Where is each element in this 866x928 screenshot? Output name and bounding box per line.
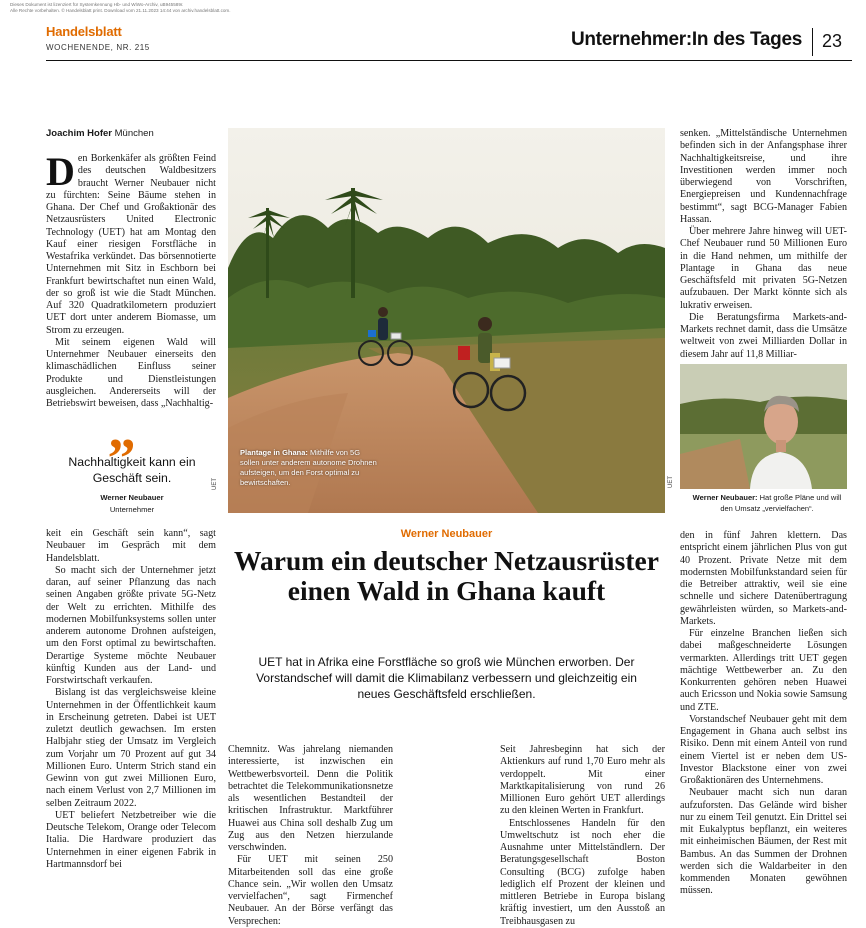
drop-cap: D (46, 149, 75, 194)
byline (46, 128, 154, 139)
paragraph: keit ein Geschäft sein kann“, sagt Neubauer im Gespräch mit dem Handelsblatt. (46, 528, 216, 564)
caption-text: Mithilfe von 5G sollen unter anderem autonome Drohnen aufsteigen, um den Forst optimal zu bewirtschaften. (240, 448, 377, 487)
paragraph: Chemnitz. Was jahrelang niemanden interessierte, ist inzwischen ein Wettbewerbsvorteil. Denn die Politik betrachtet die Telekommunikationsnetze als wesentlichen Bestandteil der kritischen Infrastruktur. Marktführer Huawei aus China soll deshalb Zug um Zug aus den Netzen hierzulande verschwinden. (228, 744, 393, 853)
quote-mark-icon: „ (108, 399, 136, 461)
article-kicker: Werner Neubauer (400, 528, 493, 540)
page-number: 23 (822, 31, 843, 51)
paragraph: Über mehrere Jahre hinweg will UET-Chef Neubauer rund 50 Millionen Euro in die Hand nehmen, um mithilfe der Plantage in Ghana das neue Geschäftsfeld mit privaten 5G-Netzen aufzubauen. Der Markt könnte sich als lukrativ erweisen. (680, 226, 847, 311)
header-divider (812, 28, 813, 56)
paragraph: Den Borkenkäfer als größten Feind des deutschen Waldbesitzers braucht Werner Neubauer nicht zu fürchten: Seine Bäume stehen in Ghana. Der Chef und Großaktionär des Netzausrüsters United Electronic Technology (UET) hat am Montag den Kauf einer riesigen Forstfläche in Westafrika verkündet. Das börsennotierte Unternehmen mit Sitz in Eschborn bei Frankfurt bewirtschaftet nun einen Wald, der so groß ist wie die Stadt München. Auf 320 Quadratkilometern produziert UET dort unter anderem Biomasse, um Strom zu erzeugen. (46, 149, 216, 336)
pullquote-role: Unternehmer (109, 505, 155, 514)
article-column-2 (228, 744, 393, 928)
legal-notice (10, 2, 430, 14)
article-column-1 (46, 149, 216, 410)
pullquote-author: Werner Neubauer (100, 493, 164, 502)
brand-logo: Handelsblatt (46, 24, 122, 39)
portrait-caption (686, 493, 848, 514)
paragraph: Mit seinem eigenen Wald will Unternehmer Neubauer einerseits den klimaschädlichen Einfluss seiner Produkte und Dienstleistungen ausgleichen. Andererseits will der Betriebswirt beweisen, dass „Nachhaltig- (46, 336, 216, 409)
paragraph: Entschlossenes Handeln für den Umweltschutz ist noch eher die Ausnahme unter Mittelständlern. Der Beratungsgesellschaft Boston Consulting (BCG) zufolge haben lediglich elf Prozent der kleinen und mittleren Betriebe in Europa bislang kräftig investiert, um den Ausstoß an Treibhausgasen zu (500, 817, 665, 927)
edition-label: WOCHENENDE, NR. 215 (46, 43, 150, 52)
paragraph: Für UET mit seinen 250 Mitarbeitenden soll das eine große Chance sein. „Wir wollen den Umsatz vervielfachen“, sagt Firmenchef Neubauer. An der Börse verfängt das Versprechen: (228, 854, 393, 927)
article-headline: Warum ein deutscher Netzausrüster einen Wald in Ghana kauft (234, 545, 659, 606)
portrait-caption-text: Hat große Pläne und will den Umsatz „vervielfachen“. (720, 493, 842, 513)
article-column-3 (500, 744, 665, 928)
photo-credit: UET (212, 478, 218, 490)
portrait-caption-title: Werner Neubauer: (692, 493, 758, 502)
caption-title: Plantage in Ghana: (240, 448, 308, 457)
pullquote-text: Nachhaltigkeit kann ein Geschäft sein. (68, 455, 196, 485)
paragraph: So macht sich der Unternehmer jetzt daran, auf seiner Pflanzung das nach seinen Angaben größte private 5G-Netz der Welt zu errichten. Mithilfe des modernen Mobilfunksystems sollen unter anderem autonome Drohnen aufsteigen, um den Forst optimal zu bewirtschaften. Derartige Systeme möchte Neubauer künftig Kunden aus der Land- und Forstwirtschaft verkaufen. (46, 564, 216, 686)
author-name: Joachim Hofer (46, 128, 112, 139)
paragraph: senken. „Mittelständische Unternehmen befinden sich in der Anfangsphase ihrer Nachhaltigkeitsreise, und ihre Investitionen werden immer noch überwiegend von Vorschriften, Energiepreisen und Kundennachfrage bestimmt“, sagt BCG-Manager Fabien Hassan. (680, 128, 847, 225)
article-column-1-continued (46, 528, 216, 871)
paragraph: den in fünf Jahren klettern. Das entspricht einem jährlichen Plus von gut 40 Prozent. Private Netze mit dem modernsten Mobilfunkstandard seien für die Betreiber attraktiv, weil sie eine schnelle und sichere Datenübertragung gewährleisten würden, so Markets-and-Markets. (680, 530, 847, 627)
article-column-4 (680, 128, 847, 361)
photo-caption (240, 448, 380, 488)
article-column-4-continued (680, 530, 847, 898)
legal-line-2: Alle Rechte vorbehalten. © Handelsblatt print. Download vom 21.11.2023 14:44 von archiv.handelsblatt.com. (10, 8, 231, 13)
paragraph: Bislang ist das vergleichsweise kleine Unternehmen in der Öffentlichkeit kaum in Erscheinung getreten. Dabei ist UET zuletzt deutlich gewachsen. Im ersten Halbjahr stieg der Umsatz im Vergleich zum Vorjahr um 70 Prozent auf gut 34 Millionen Euro. Unterm Strich stand ein Gewinn von gut zwei Millionen Euro, nach einem Verlust von 2,7 Millionen im selben Zeitraum 2022. (46, 687, 216, 809)
paragraph: Die Beratungsfirma Markets-and-Markets rechnet damit, dass die Umsätze weltweit von zwei Milliarden Dollar in diesem Jahr auf 11,8 Milliar- (680, 311, 847, 360)
portrait-credit: UET (668, 476, 674, 488)
paragraph: Vorstandschef Neubauer geht mit dem Engagement in Ghana auch selbst ins Risiko. Denn mit einem Anteil von rund einem Viertel ist er neben dem US-Investor Blackstone einer von zwei Großaktionären des Unternehmens. (680, 713, 847, 786)
masthead-rule (46, 60, 852, 61)
paragraph: Neubauer macht sich nun daran aufzuforsten. Das Gelände wird bisher nur zu einem Teil genutzt. Ein Drittel sei mit Eukalyptus bepflanzt, ein weiteres mit einheimischen Bäumen, der Rest mit Bambus. An das Summen der Drohnen werden sich die Waldarbeiter in den kommenden Monaten gewöhnen müssen. (680, 787, 847, 897)
paragraph: UET beliefert Netzbetreiber wie die Deutsche Telekom, Orange oder Telecom Italia. Die Hardware produziert das Unternehmen in einer eigenen Fabrik in Hartmannsdorf bei (46, 809, 216, 870)
author-location: München (114, 128, 154, 139)
portrait-illustration (680, 364, 847, 489)
article-dek: UET hat in Afrika eine Forstfläche so groß wie München erworben. Der Vorstandschef will damit die Klimabilanz verbessern und gleichzeitig ein neues Geschäftsfeld erschließen. (256, 655, 637, 701)
section-title: Unternehmer:In des Tages (570, 29, 802, 50)
paragraph: Für einzelne Branchen ließen sich dabei maßgeschneiderte Lösungen vermarkten. Allerdings tritt UET gegen mächtige Wettbewerber an. Zu den Konkurrenten gehören neben Huawei auch Ericsson und Nokia sowie Samsung und ZTE. (680, 628, 847, 713)
paragraph: Seit Jahresbeginn hat sich der Aktienkurs auf rund 1,70 Euro mehr als verdoppelt. Mit einer Marktkapitalisierung von rund 26 Millionen Euro gehört UET allerdings zu den kleinen Werten in Frankfurt. (500, 744, 665, 817)
portrait-photo (680, 364, 847, 489)
legal-line-1: Dieses Dokument ist lizenziert für Systemkennung Hb- und WiWo-Archiv, uB945589r. (10, 2, 184, 7)
